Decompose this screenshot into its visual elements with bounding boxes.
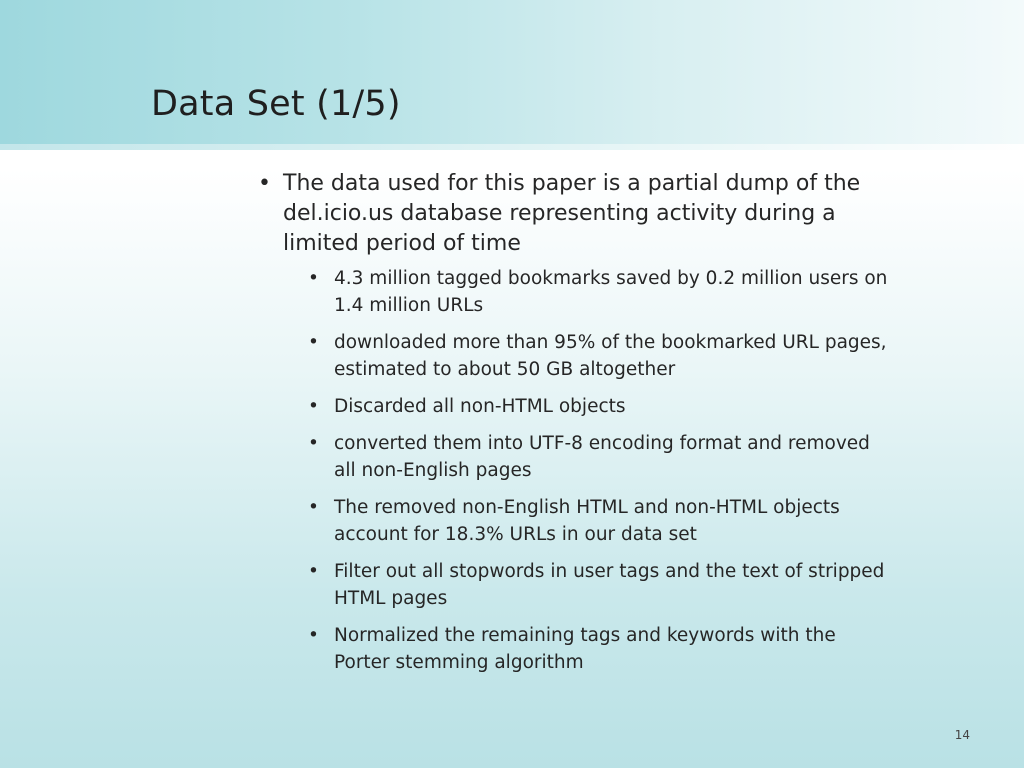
sub-bullet-item	[308, 494, 898, 548]
sub-bullet-text: Normalized the remaining tags and keywords with the Porter stemming algorithm	[334, 625, 836, 673]
sub-bullet-text: Filter out all stopwords in user tags and the text of stripped HTML pages	[334, 561, 885, 609]
title-band	[0, 0, 1024, 150]
sub-bullet-item	[308, 329, 898, 383]
slide-title: Data Set (1/5)	[151, 84, 401, 124]
sub-bullet-text: 4.3 million tagged bookmarks saved by 0.2 million users on 1.4 million URLs	[334, 268, 888, 316]
sub-bullet-marker: •	[308, 268, 319, 289]
sub-bullet-text: Discarded all non-HTML objects	[334, 396, 626, 417]
sub-bullet-item	[308, 558, 898, 612]
sub-bullet-marker: •	[308, 433, 319, 454]
bullet-item	[258, 169, 898, 259]
sub-bullet-marker: •	[308, 497, 319, 518]
sub-bullet-list	[258, 265, 898, 676]
sub-bullet-item	[308, 393, 898, 420]
bullet-text: The data used for this paper is a partial dump of the del.icio.us database representing activity during a limited period of time	[283, 171, 861, 256]
sub-bullet-marker: •	[308, 625, 319, 646]
sub-bullet-item	[308, 622, 898, 676]
sub-bullet-marker: •	[308, 332, 319, 353]
slide-body	[258, 169, 898, 686]
sub-bullet-marker: •	[308, 396, 319, 417]
sub-bullet-text: downloaded more than 95% of the bookmarked URL pages, estimated to about 50 GB altogether	[334, 332, 887, 380]
sub-bullet-item	[308, 430, 898, 484]
slide-number: 14	[954, 728, 970, 742]
sub-bullet-text: converted them into UTF-8 encoding format and removed all non-English pages	[334, 433, 870, 481]
sub-bullet-item	[308, 265, 898, 319]
sub-bullet-marker: •	[308, 561, 319, 582]
bullet-marker: •	[258, 171, 271, 196]
sub-bullet-text: The removed non-English HTML and non-HTML objects account for 18.3% URLs in our data set	[334, 497, 840, 545]
